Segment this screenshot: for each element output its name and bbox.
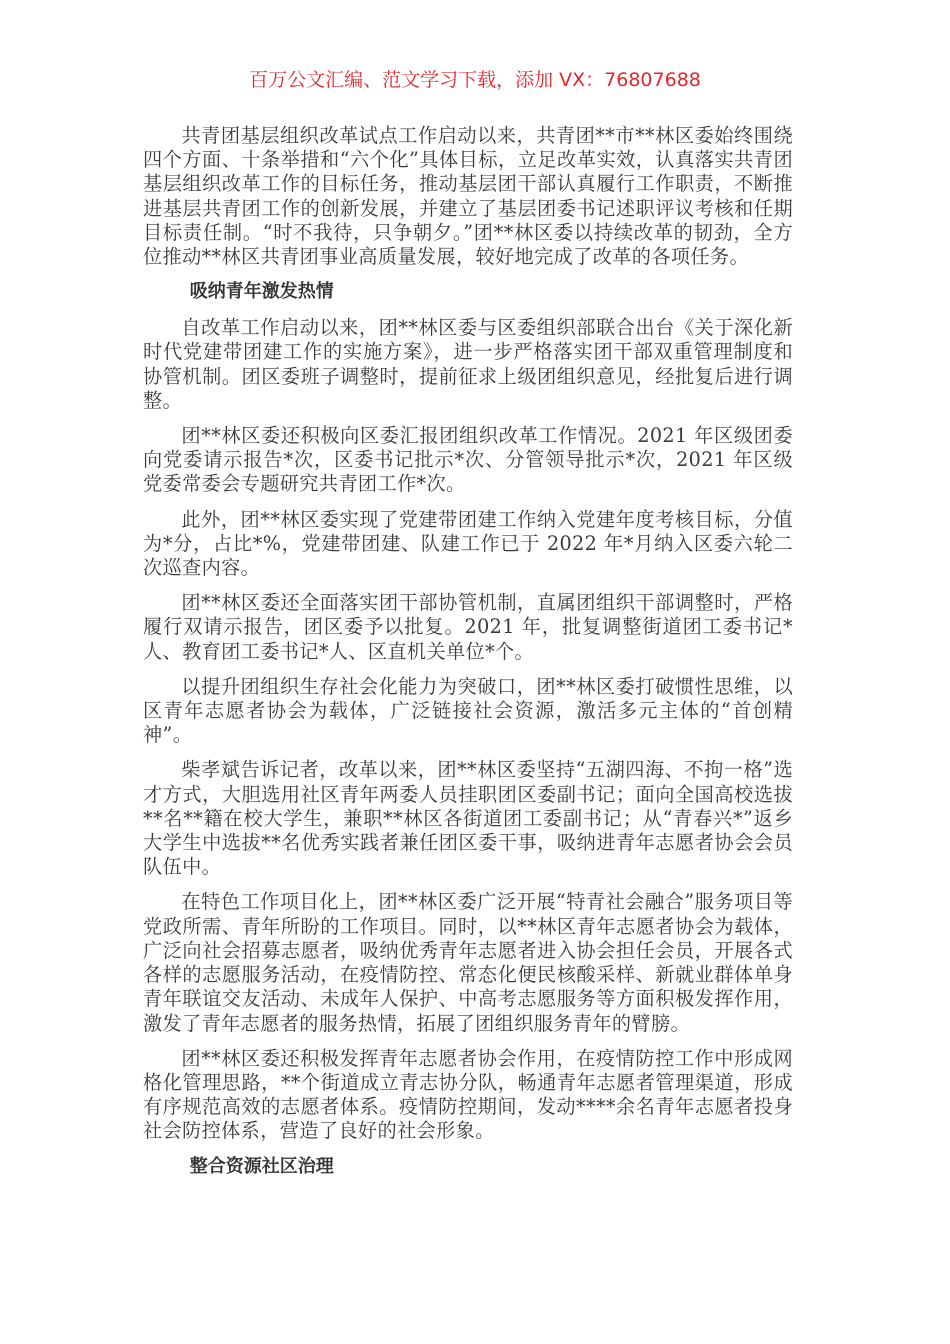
paragraph-socialization: 以提升团组织生存社会化能力为突破口，团**林区委打破惯性思维，以区青年志愿者协会为载体，广泛链接社会资源，激活多元主体的“首创精神”。 xyxy=(143,674,793,747)
paragraph-volunteer-association: 团**林区委还积极发挥青年志愿者协会作用，在疫情防控工作中形成网格化管理思路，**个街道成立青志协分队，畅通青年志愿者管理渠道，形成有序规范高效的志愿者体系。疫情防控期间，发动****余名青年志愿者投身社会防控体系，营造了良好的社会形象。 xyxy=(143,1046,793,1143)
document-body xyxy=(143,124,793,1191)
paragraph-featured-projects: 在特色工作项目化上，团**林区委广泛开展“特青社会融合”服务项目等党政所需、青年所盼的工作项目。同时，以**林区青年志愿者协会为载体，广泛向社会招募志愿者，吸纳优秀青年志愿者进入协会担任会员，开展各式各样的志愿服务活动，在疫情防控、常态化便民核酸采样、新就业群体单身青年联谊交友活动、未成年人保护、中高考志愿服务等方面积极发挥作用，激发了青年志愿者的服务热情，拓展了团组织服务青年的臂膀。 xyxy=(143,890,793,1035)
section-heading-attract-youth: 吸纳青年激发热情 xyxy=(189,281,334,303)
paragraph-intro: 共青团基层组织改革试点工作启动以来，共青团**市**林区委始终围绕四个方面、十条举措和“六个化”具体目标，立足改革实效，认真落实共青团基层组织改革工作的目标任务，推动基层团干部认真履行工作职责，不断推进基层共青团工作的创新发展，并建立了基层团委书记述职评议考核和任期目标责任制。“时不我待，只争朝夕。”团**林区委以持续改革的韧劲，全方位推动**林区共青团事业高质量发展，较好地完成了改革的各项任务。 xyxy=(143,124,793,269)
download-banner: 百万公文汇编、范文学习下载，添加 VX：76807688 xyxy=(249,69,701,91)
paragraph-implementation-plan: 自改革工作启动以来，团**林区委与区委组织部联合出台《关于深化新时代党建带团建工作的实施方案》，进一步严格落实团干部双重管理制度和协管机制。团区委班子调整时，提前征求上级团组织意见，经批复后进行调整。 xyxy=(143,316,793,412)
section-heading-community-governance: 整合资源社区治理 xyxy=(189,1155,334,1177)
paragraph-report-to-district: 团**林区委还积极向区委汇报团组织改革工作情况。2021 年区级团委向党委请示报告*次，区委书记批示*次、分管领导批示*次，2021 年区级党委常委会专题研究共青团工作*次。 xyxy=(143,424,793,496)
paragraph-talent-selection: 柴孝斌告诉记者，改革以来，团**林区委坚持“五湖四海、不拘一格”选才方式，大胆选用社区青年两委人员挂职团区委副书记；面向全国高校选拔**名**籍在校大学生，兼职**林区各街道团工委副书记；从“青春兴*”返乡大学生中选拔**名优秀实践者兼任团区委干事，吸纳进青年志愿者协会会员队伍中。 xyxy=(143,758,793,879)
paragraph-assessment-target: 此外，团**林区委实现了党建带团建工作纳入党建年度考核目标，分值为*分，占比*%，党建带团建、队建工作已于 2022 年*月纳入区委六轮二次巡查内容。 xyxy=(143,507,793,580)
paragraph-co-management: 团**林区委还全面落实团干部协管机制，直属团组织干部调整时，严格履行双请示报告，团区委予以批复。2021 年，批复调整街道团工委书记*人、教育团工委书记*人、区直机关单位*个。 xyxy=(143,591,793,663)
